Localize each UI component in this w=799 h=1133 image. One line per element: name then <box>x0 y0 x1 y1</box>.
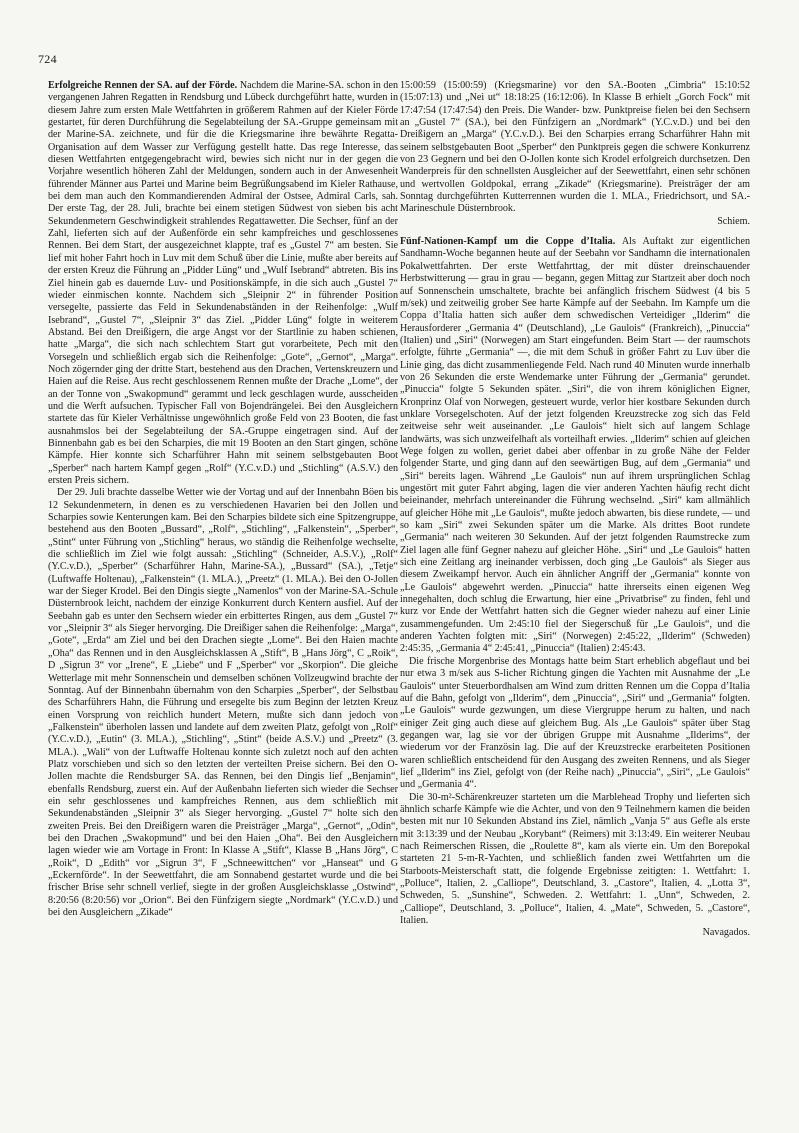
article-sa-forde-paragraph-2: Der 29. Juli brachte dasselbe Wetter wie der Vortag und auf der Innenbahn Böen bis 12 Sekundenmetern, in denen es zu verschiedenen Havarien bei den Jollen und Scharpies sowie Kenterungen kam. Bei den Scharpies bildete sich eine Spitzengruppe, bestehend aus den Booten „Bussard“, „Rolf“, „Stichling“, „Falkenstein“, „Sperber“, „Stint“ unter Führung von „Stichling“ heraus, wo ständig die Reihenfolge wechselte, die schließlich im Ziel wie folgt aussah: „Stichling“ (Schneider, A.S.V.), „Rolf“ (Y.C.v.D.), „Sperber“ (Scharführer Hahn, Marine-SA.), „Bussard“ (SA.), „Tetje“ (Luftwaffe Holtenau), „Falkenstein“ (1. MLA.), „Preetz“ (1. MLA.). Bei den O-Jollen war der Sieger Krodel. Bei den Dingis siegte „Namenlos“ von der Marine-SA.-Schule Düsternbrook leicht, nachdem der einzige Konkurrent durch Kentern ausfiel. Auf der Seebahn gab es unter den Sechsern wieder ein erbittertes Ringen, aus dem „Gustel 7“ vor „Sleipnir 3“ als Sieger hervorging. Die Dreißiger sahen die Reihenfolge: „Marga“, „Gote“, „Erda“ am Ziel und bei den Drachen siegte „Lome“. Bei den Haien machte „Oha“ das Rennen und in den Ausgleichsklassen A „Stift“, B „Hans Jörg“, C „Roik“, D „Sigrun 3“ vor „Irene“, E „Liebe“ und F „Sperber“ vor „Skorpion“. Die gleiche Wetterlage mit mehr Sonnenschein und demselben schönen Vollzeugwind brachte der Sonntag. Auf der Binnenbahn übernahm von den Scharpies „Sperber“, der Selbstbau des Scharführers Hahn, die Führung und ersegelte bis zum Beginn der letzten Kreuz einen Vorsprung von reichlich hundert Metern, mußte sich dann jedoch von „Falkenstein“ überholen lassen und landete auf dem zweiten Platz, gefolgt von „Rolf“ (Y.C.v.D.), „Eutin“ (3. MLA.), „Stichling“, „Stint“ (beide A.S.V.) und „Preetz“ (3. MLA.). „Wali“ von der Luftwaffe Holtenau konnte sich zuletzt noch auf den achten Platz vorschieben und sich so den letzten der verteilten Preise sichern. Bei den O-Jollen machte die Rendsburger SA. das Rennen, bei den Dingis lief „Benjamin“, ebenfalls Rendsburg, zuerst ein. Auf der Außenbahn lieferten sich wieder die Sechser ein sehr geschlossenes und kampfreiches Rennen, aus dem schließlich mit Sekundenabständen „Sleipnir 3“ als Sieger hervorging. „Gustel 7“ holte sich den zweiten Preis. Bei den Dreißigern waren die Preisträger „Marga“, „Gernot“, „Odin“, bei den Drachen „Swakopmund“ und bei den Haien „Oha“. Bei den Ausgleichern lagen wieder wie am Vortage in Front: In Klasse A „Stift“, Klasse B „Hans Jörg“, C „Roik“, D „Edith“ vor „Sigrun 3“, F „Schneewittchen“ vor „Hanseat“ und G „Eckernförde“. In der Seewettfahrt, die am Sonnabend gestartet wurde und die bei frischer Brise sehr schnell verlief, siegte in der großen Ausgleichsklasse „Ostwind“, 8:20:56 (8:20:56) vor „Orion“. Bei den Fünfzigern siegte „Nordmark“ (Y.C.v.D.) und bei den Ausgleichern „Zikade“ <box>48 487 398 919</box>
author-signature-schiem: Schiem. <box>717 215 750 227</box>
article-coppa-paragraph-1 <box>400 236 750 656</box>
article-sa-forde-continuation: 15:00:59 (15:00:59) (Kriegsmarine) vor den SA.-Booten „Cimbria“ 15:10:52 (15:07:13) und „Nei ut“ 18:18:25 (16:12:06). In Klasse B erhielt „Gorch Fock“ mit 17:47:54 (17:47:54) den Preis. Die Wander- bzw. Punktpreise fielen bei den Sechsern an „Gustel 7“ (SA.), bei den Fünfzigern an „Nordmark“ (Y.C.v.D.) und bei den Dreißigern an „Marga“ (Y.C.v.D.). Bei den Scharpies errang Scharführer Hahn mit seinem selbstgebauten Boot „Sperber“ den Punktpreis gegen die schwere Konkurrenz von 23 Gegnern und bei den O-Jollen konte sich Krodel erfolgreich durchsetzen. Den Wanderpreis für den schnellsten Ausgleicher auf der Seewettfahrt, einen sehr schönen und wertvollen Goldpokal, errang „Zikade“ (Kriegsmarine). Preisträger der am Sonntag durchgeführten Kutterrennen wurden die 1. MLA., Friedrichsort, und SA.-Marineschule Düsternbrook. <box>400 80 750 215</box>
author-signature-navagados: Navagados. <box>702 927 750 939</box>
right-column <box>400 80 750 940</box>
page-number: 724 <box>38 52 57 66</box>
article-separator <box>400 228 750 236</box>
article-coppa-text-1: Als Auftakt zur eigentlichen Sandhamn-Woche begannen heute auf der Seebahn vor Sandhamn die internationalen Pokalwettfahrten. Der erste Wettfahrttag, der mit düster dreinschauender Herbstwitterung — grau in grau — begann, gegen Mittag zur Startzeit aber doch noch auf Sonnenschein umschaltete, brachte bei anfänglich frischem Südwest (4 bis 5 m/sek) und zeitweilig grober See harte Kämpfe auf der Seebahn. Im Kampfe um die Coppa d’Italia hatten sich außer dem schwedischen Verteidiger „Ilderim“ die Herausforderer „Germania 4“ (Deutschland), „Le Gaulois“ (Frankreich), „Pinuccia“ (Italien) und „Siri“ (Norwegen) am Start eingefunden. Beim Start — der raumschots erfolgte, führte „Germania“ —, die mit dem Schuß in größer Fahrt zu Luv über die Linie ging, das dicht zusammenliegende Feld. Nach rund 40 Minuten wurde innerhalb von 26 Sekunden die erste Wendemarke unter Führung der „Germania“ gerundet. „Pinuccia“ folgte 5 Sekunden später. „Siri“, die von ihrem königlichen Eigner, Kronprinz Olaf von Norwegen, gesteuert wurde, verlor hier kostbare Sekunden durch unklare Vorsegelschoten. Auf der jetzt folgenden Kreuzstrecke zog sich das Feld zeitweise sehr weit auseinander. „Le Gaulois“ hielt sich auf langem Schlage landwärts, was sich unzweifelhaft als vorteilhaft erwies. „Ilderim“ schien auf gleichen Wege folgen zu wollen, geriet dabei aber offenbar in zu große Nähe der Felder folgender Starte, und ging dann auf den seewärtigen Bug, auf dem „Germania“ und „Siri“ bereits lagen. Während „Le Gaulois“ nun auf ihrem ursprünglichen Schlag ungestört mit guter Fahrt abging, lagen die vier anderen Yachten häufig recht dicht beieinander, mehrfach untereinander die Führung wechselnd. „Siri“ kam allmählich auf gleicher Höhe mit „Le Gaulois“, mußte jedoch abwarten, bis diese rundete, — und so kam „Siri“ zwei Sekunden später um die Marke. Als drittes Boot rundete „Germania“ nach weiteren 30 Sekunden. Auf der jetzt folgenden Raumstrecke zum Ziel lagen alle fünf Gegner nahezu auf gleicher Höhe. „Siri“ und „Le Gaulois“ hatten sich eine Zeitlang arg ineinander verbissen, doch ging „Le Gaulois“ als Sieger aus diesem Zweikampf hervor. Auch ein ähnlicher Angriff der „Germania“ konnte von „Le Gaulois“ abgewehrt werden. „Pinuccia“ hatte ihrerseits einen eigenen Weg innegehalten, doch schlug die Erwartung, hier eine „Privatbrise“ zu finden, fehl und kurz vor Ende der Wettfahrt hatten sich die Gegner wieder nahezu auf einer Linie zusammengefunden. Um 2:45:10 fiel der Siegerschuß für „Le Gaulois“, und die anderen Yachten folgten mit: „Siri“ (Norwegen) 2:45:22, „Ilderim“ (Schweden) 2:45:35, „Germania 4“ 2:45:41, „Pinuccia“ (Italien) 2:45:43. <box>400 236 750 655</box>
article-sa-forde-paragraph-1 <box>48 80 398 487</box>
article-heading-coppa-italia: Fünf-Nationen-Kampf um die Coppe d’Italia. <box>400 236 616 248</box>
article-coppa-paragraph-2: Die frische Morgenbrise des Montags hatte beim Start erheblich abgeflaut und bei nur etwa 3 m/sek aus S-licher Richtung gingen die Yachten mit Ausnahme der „Le Gaulois“ unter Steuerbordhalsen am Wind zum dritten Rennen um die Coppa d’Italia auf die Bahn, gefolgt von „Ilderim“, dem „Pinuccia“, „Siri“ und „Germania“ folgten. „Le Gaulois“ wurde gezwungen, um diese Viergruppe herum zu halten, und nach einiger Zeit ging auch diese auf gleichem Bug. Als „Le Gaulois“ später über Stag gegangen war, lag sie vor der übrigen Gruppe mit Ausnahme „Ilderims“, der wiederum vor der Französin lag. Die auf der Kreuzstrecke erarbeiteten Positionen waren schließlich entscheidend für den Ausgang des zweiten Rennens, und als Sieger lief „Ilderim“ ins Ziel, gefolgt von (der Reihe nach) „Pinuccia“, „Siri“, „Le Gaulois“ und „Germania 4“. <box>400 655 750 791</box>
left-column <box>48 80 398 919</box>
article-coppa-paragraph-3: Die 30-m²-Schärenkreuzer starteten um die Marblehead Trophy und lieferten sich ähnlich scharfe Kämpfe wie die Achter, und von den 9 Teilnehmern kamen die beiden besten mit nur 10 Sekunden Abstand ins Ziel, nämlich „Vanja 5“ aus Gefle als erste mit 3:13:39 und der Neubau „Korybant“ (Reimers) mit 3:13:49. Ein weiterer Neubau nach Reimerschen Rissen, die „Roulette 8“, kam als vierte ein. Um den Borepokal starteten 21 5-m-R-Yachten, und schließlich fanden zwei Wettfahrten um die Starboots-Meisterschaft statt, die folgende Ergebnisse zeitigten: 1. Wettfahrt: 1. „Polluce“, Italien, 2. „Calliope“, Deutschland, 3. „Castore“, Italien, 4. „Lotta 3“, Schweden, 5. „Sunshine“, Schweden. 2. Wettfahrt: 1. „Unn“, Schweden, 2. „Calliope“, Deutschland, 3. „Polluce“, Italien, 4. „Mate“, Schweden, 5. „Castore“, Italien. <box>400 791 750 927</box>
article-sa-forde-text-1: Nachdem die Marine-SA. schon in den vergangenen Jahren Regatten in Rendsburg und Lübeck durchgeführt hatte, wurden in diesem Jahre zum ersten Male Wettfahrten in größerem Rahmen auf der Kieler Förde gestartet, für deren Durchführung die Segelabteilung der SA.-Gruppe gemeinsam mit der Marine-SA. zeichnete, und für die die Kriegsmarine ihre bewährte Regatta-Organisation auf dem Wasser zur Verfügung gestellt hatte. Das rege Interesse, das diesen Wettfahrten entgegengebracht wird, bewies sich nicht nur in der gegen die Vorjahre wesentlich höheren Zahl der Meldungen, sondern auch in der Anwesenheit führender Männer aus Partei und Marine beim Begrüßungsabend im Kieler Rathause, bei dem man auch den Kommandierenden Admiral der Ostsee, Admiral Carls, sah. Der erste Tag, der 28. Juli, brachte bei einem stetigen Südwest von sieben bis acht Sekundenmetern Geschwindigkeit strahlendes Regattawetter. Die Sechser, fünf an der Zahl, lieferten sich auf der Außenförde ein sehr kampfreiches und geschlossenes Rennen. Bei dem Start, der ausgezeichnet klappte, traf es „Gustel 7“ am besten. Sie lief mit hoher Fahrt hoch in Luv mit dem Schuß über die Linie, mußte aber bereits auf der ersten Kreuz die Führung an „Pidder Lüng“ und „Wulf Isebrand“ abtreten. Bis ins Ziel hinein gab es dauernde Luv- und Positionskämpfe, in die sich auch „Gustel 7“ wieder einmischen konnte. Nachdem sich „Sleipnir 2“ in führender Position versegelte, passierte das Feld in Sekundenabständen in der Reihenfolge: „Wulf Isebrand“, „Gustel 7“, „Sleipnir 3“ das Ziel. „Pidder Lüng“ folgte in weiterem Abstand. Bei den Dreißigern, die arge Angst vor der Startlinie zu haben schienen, hatte „Marga“, die sich nach schlechtem Start gut vorarbeitete, Pech mit den Vorsegeln und schließlich ergab sich die Reihenfolge: „Gote“, „Gernot“, „Marga“. Noch zögernder ging der dritte Start, bestehend aus den Drachen, Vertenskreuzern und Haien auf die Reise. Aus recht geschlossenem Rennen mußte der Drache „Lome“, der an der Tonne von „Swakopmund“ gerammt und leck geschlagen wurde, ausscheiden und die Werft aufsuchen. Typischer Fall von Bojendrängelei. Bei den Ausgleichern startete das für Kieler Verhältnisse ungewöhnlich große Feld von 23 Booten, die fast ausnahmslos bei der Segelabteilung der SA.-Gruppe eingetragen sind. Auf der Binnenbahn gab es bei den Scharpies, die mit 19 Booten an den Start gingen, schöne Kämpfe. Hier konnte sich Scharführer Hahn mit seinem selbstgebauten Boot „Sperber“ nach hartem Kampf gegen „Rolf“ (Y.C.v.D.) und „Stichling“ (A.S.V.) den ersten Preis sichern. <box>48 80 398 486</box>
article-heading-sa-forde: Erfolgreiche Rennen der SA. auf der Förde. <box>48 80 238 91</box>
